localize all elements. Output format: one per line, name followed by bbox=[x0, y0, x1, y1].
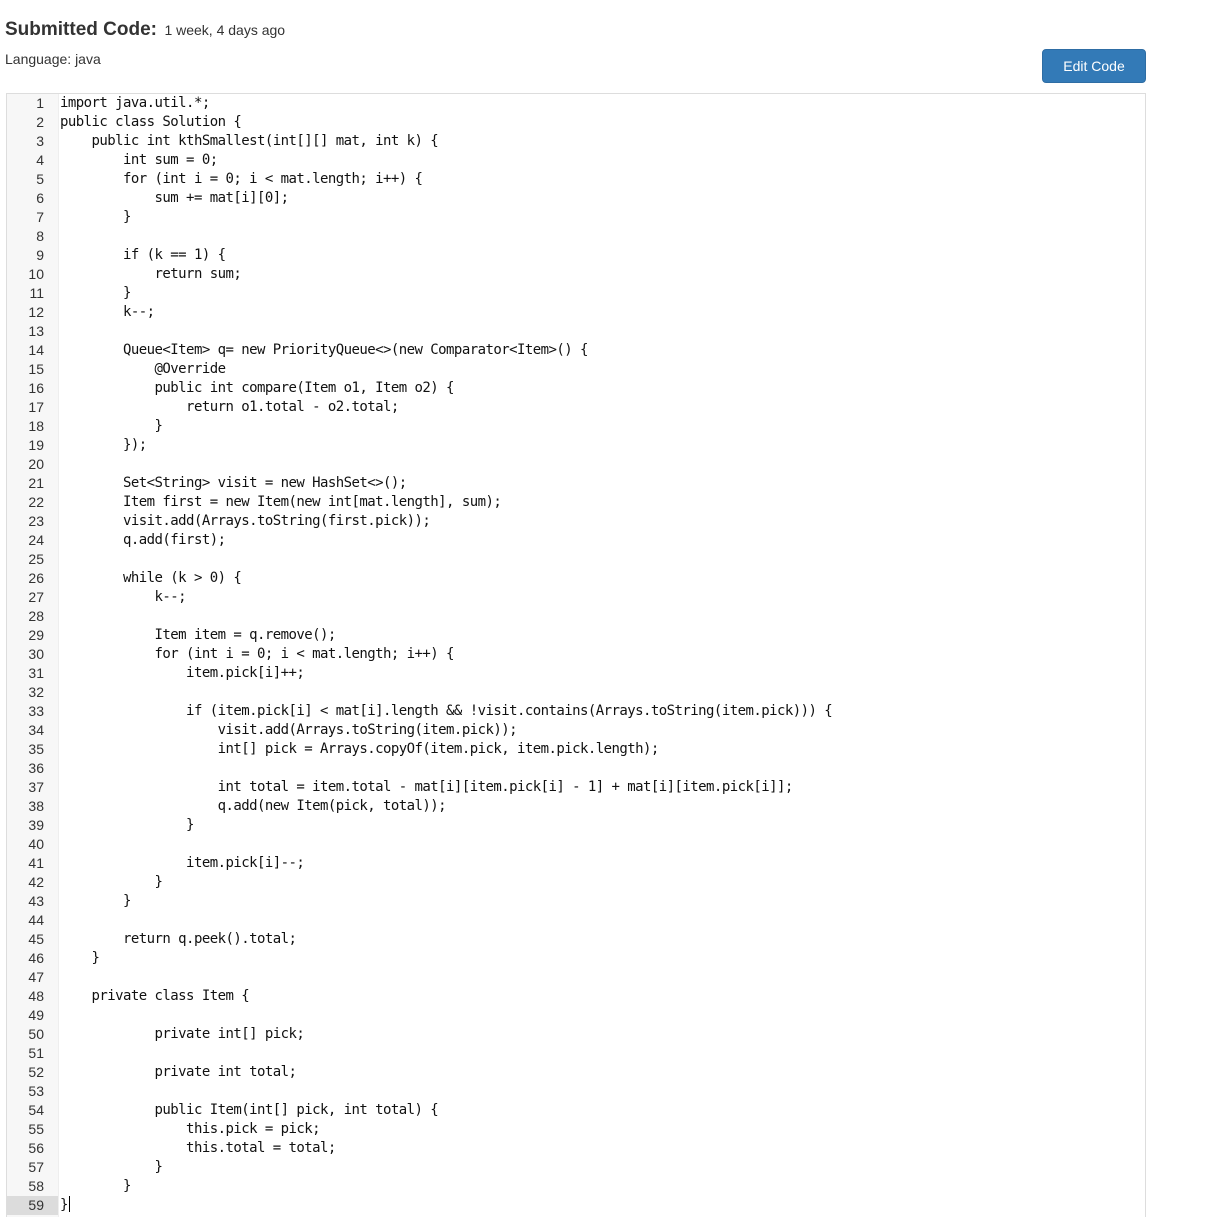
code-line[interactable] bbox=[7, 759, 1145, 778]
code-line[interactable] bbox=[7, 1158, 1145, 1177]
code-line[interactable] bbox=[7, 208, 1145, 227]
submitted-time: 1 week, 4 days ago bbox=[164, 22, 286, 38]
line-text[interactable]: Item first = new Item(new int[mat.length], sum); bbox=[60, 494, 502, 510]
line-number: 39 bbox=[28, 817, 44, 833]
line-number: 26 bbox=[28, 570, 44, 586]
code-line[interactable] bbox=[7, 455, 1145, 474]
line-text[interactable]: k--; bbox=[60, 304, 155, 320]
line-number: 30 bbox=[28, 646, 44, 662]
line-number: 20 bbox=[28, 456, 44, 472]
line-text[interactable]: sum += mat[i][0]; bbox=[60, 190, 289, 206]
line-text[interactable]: public int kthSmallest(int[][] mat, int k) { bbox=[60, 133, 439, 149]
code-line[interactable] bbox=[7, 778, 1145, 797]
line-text[interactable]: item.pick[i]--; bbox=[60, 855, 305, 871]
line-text[interactable]: } bbox=[60, 1197, 68, 1213]
line-text[interactable]: Item item = q.remove(); bbox=[60, 627, 336, 643]
line-text[interactable]: item.pick[i]++; bbox=[60, 665, 305, 681]
text-cursor bbox=[69, 1196, 70, 1212]
line-number: 42 bbox=[28, 874, 44, 890]
line-text[interactable]: import java.util.*; bbox=[60, 95, 210, 111]
code-line[interactable] bbox=[7, 303, 1145, 322]
line-number: 58 bbox=[28, 1178, 44, 1194]
code-line[interactable] bbox=[7, 1025, 1145, 1044]
line-text[interactable]: int sum = 0; bbox=[60, 152, 218, 168]
line-number: 19 bbox=[28, 437, 44, 453]
code-line[interactable] bbox=[7, 588, 1145, 607]
line-text[interactable]: return o1.total - o2.total; bbox=[60, 399, 399, 415]
line-text[interactable]: Set<String> visit = new HashSet<>(); bbox=[60, 475, 407, 491]
line-text[interactable]: public Item(int[] pick, int total) { bbox=[60, 1102, 439, 1118]
line-number: 44 bbox=[28, 912, 44, 928]
line-text[interactable]: @Override bbox=[60, 361, 226, 377]
code-line[interactable] bbox=[7, 189, 1145, 208]
code-line[interactable] bbox=[7, 113, 1145, 132]
line-text[interactable]: int[] pick = Arrays.copyOf(item.pick, item.pick.length); bbox=[60, 741, 659, 757]
code-line[interactable] bbox=[7, 854, 1145, 873]
code-line[interactable] bbox=[7, 151, 1145, 170]
line-text[interactable]: } bbox=[60, 1178, 131, 1194]
code-line[interactable] bbox=[7, 797, 1145, 816]
code-line[interactable] bbox=[7, 474, 1145, 493]
line-text[interactable]: Queue<Item> q= new PriorityQueue<>(new Comparator<Item>() { bbox=[60, 342, 588, 358]
line-text[interactable]: if (item.pick[i] < mat[i].length && !visit.contains(Arrays.toString(item.pick))) { bbox=[60, 703, 833, 719]
line-number: 12 bbox=[28, 304, 44, 320]
line-text[interactable]: private int[] pick; bbox=[60, 1026, 305, 1042]
code-line[interactable] bbox=[7, 379, 1145, 398]
code-line[interactable] bbox=[7, 1063, 1145, 1082]
line-number: 46 bbox=[28, 950, 44, 966]
code-line[interactable] bbox=[7, 1139, 1145, 1158]
line-text[interactable]: while (k > 0) { bbox=[60, 570, 242, 586]
line-number: 41 bbox=[28, 855, 44, 871]
submitted-label: Submitted Code: bbox=[5, 19, 157, 40]
code-editor[interactable] bbox=[6, 93, 1146, 1217]
code-line[interactable] bbox=[7, 1120, 1145, 1139]
line-number: 25 bbox=[28, 551, 44, 567]
line-number: 23 bbox=[28, 513, 44, 529]
code-line[interactable] bbox=[7, 721, 1145, 740]
code-line[interactable] bbox=[7, 892, 1145, 911]
line-number: 6 bbox=[36, 190, 44, 206]
code-line[interactable] bbox=[7, 930, 1145, 949]
line-number: 32 bbox=[28, 684, 44, 700]
line-number: 11 bbox=[29, 285, 44, 301]
line-number: 54 bbox=[28, 1102, 44, 1118]
line-number: 35 bbox=[28, 741, 44, 757]
code-line[interactable] bbox=[7, 987, 1145, 1006]
line-number: 10 bbox=[28, 266, 44, 282]
line-text[interactable]: visit.add(Arrays.toString(first.pick)); bbox=[60, 513, 431, 529]
code-line[interactable] bbox=[7, 341, 1145, 360]
line-number: 3 bbox=[36, 133, 44, 149]
line-number: 18 bbox=[28, 418, 44, 434]
line-text[interactable]: public int compare(Item o1, Item o2) { bbox=[60, 380, 454, 396]
line-number: 31 bbox=[28, 665, 44, 681]
code-line[interactable] bbox=[7, 436, 1145, 455]
code-line[interactable] bbox=[7, 740, 1145, 759]
line-number: 59 bbox=[28, 1197, 44, 1213]
line-number: 50 bbox=[28, 1026, 44, 1042]
code-line[interactable] bbox=[7, 645, 1145, 664]
code-line[interactable] bbox=[7, 94, 1145, 113]
line-text[interactable]: visit.add(Arrays.toString(item.pick)); bbox=[60, 722, 517, 738]
line-number: 36 bbox=[28, 760, 44, 776]
code-line[interactable] bbox=[7, 550, 1145, 569]
line-number: 22 bbox=[28, 494, 44, 510]
code-line[interactable] bbox=[7, 968, 1145, 987]
code-line[interactable] bbox=[7, 227, 1145, 246]
line-text[interactable]: if (k == 1) { bbox=[60, 247, 226, 263]
line-text[interactable]: private class Item { bbox=[60, 988, 250, 1004]
line-text[interactable]: private int total; bbox=[60, 1064, 297, 1080]
code-line[interactable] bbox=[7, 626, 1145, 645]
code-line[interactable] bbox=[7, 816, 1145, 835]
line-number: 16 bbox=[28, 380, 44, 396]
line-text[interactable]: } bbox=[60, 1159, 163, 1175]
line-number: 24 bbox=[28, 532, 44, 548]
line-text[interactable]: }); bbox=[60, 437, 147, 453]
line-number: 51 bbox=[28, 1045, 44, 1061]
line-number: 37 bbox=[28, 779, 44, 795]
language-label: Language: java bbox=[5, 51, 101, 67]
line-number: 14 bbox=[28, 342, 44, 358]
line-number: 55 bbox=[28, 1121, 44, 1137]
line-number: 34 bbox=[28, 722, 44, 738]
line-number: 53 bbox=[28, 1083, 44, 1099]
line-number: 4 bbox=[36, 152, 44, 168]
line-number: 8 bbox=[36, 228, 44, 244]
line-text[interactable]: } bbox=[60, 209, 131, 225]
code-line[interactable] bbox=[7, 1177, 1145, 1196]
line-number: 45 bbox=[28, 931, 44, 947]
code-line[interactable] bbox=[7, 1082, 1145, 1101]
code-line[interactable] bbox=[7, 246, 1145, 265]
code-line[interactable] bbox=[7, 664, 1145, 683]
line-number: 33 bbox=[28, 703, 44, 719]
code-line[interactable] bbox=[7, 265, 1145, 284]
line-text[interactable]: } bbox=[60, 874, 163, 890]
code-line[interactable] bbox=[7, 873, 1145, 892]
code-line[interactable] bbox=[7, 417, 1145, 436]
line-text[interactable]: q.add(new Item(pick, total)); bbox=[60, 798, 447, 814]
code-line[interactable] bbox=[7, 1101, 1145, 1120]
code-line[interactable] bbox=[7, 835, 1145, 854]
line-number: 49 bbox=[28, 1007, 44, 1023]
line-text[interactable]: } bbox=[60, 418, 163, 434]
code-line[interactable] bbox=[7, 1044, 1145, 1063]
code-line[interactable] bbox=[7, 170, 1145, 189]
line-number: 7 bbox=[36, 209, 44, 225]
line-text[interactable]: this.pick = pick; bbox=[60, 1121, 320, 1137]
line-number: 27 bbox=[28, 589, 44, 605]
line-number: 29 bbox=[28, 627, 44, 643]
submission-header bbox=[5, 17, 285, 43]
code-line[interactable] bbox=[7, 132, 1145, 151]
line-text[interactable]: } bbox=[60, 950, 100, 966]
line-text[interactable]: return sum; bbox=[60, 266, 242, 282]
code-line[interactable] bbox=[7, 949, 1145, 968]
code-line[interactable] bbox=[7, 284, 1145, 303]
line-text[interactable]: return q.peek().total; bbox=[60, 931, 297, 947]
line-text[interactable]: for (int i = 0; i < mat.length; i++) { bbox=[60, 171, 423, 187]
line-number: 1 bbox=[36, 95, 44, 111]
line-text[interactable]: } bbox=[60, 285, 131, 301]
code-line[interactable] bbox=[7, 607, 1145, 626]
edit-code-button[interactable]: Edit Code bbox=[1042, 49, 1146, 83]
code-lines bbox=[7, 94, 1145, 1215]
code-line[interactable] bbox=[7, 531, 1145, 550]
code-line[interactable] bbox=[7, 683, 1145, 702]
line-number: 43 bbox=[28, 893, 44, 909]
code-line[interactable] bbox=[7, 398, 1145, 417]
line-number: 48 bbox=[28, 988, 44, 1004]
code-line[interactable] bbox=[7, 360, 1145, 379]
line-text[interactable]: } bbox=[60, 817, 194, 833]
line-text[interactable]: int total = item.total - mat[i][item.pick[i] - 1] + mat[i][item.pick[i]]; bbox=[60, 779, 793, 795]
code-line[interactable] bbox=[7, 322, 1145, 341]
line-number: 47 bbox=[28, 969, 44, 985]
line-number: 57 bbox=[28, 1159, 44, 1175]
line-number: 52 bbox=[28, 1064, 44, 1080]
line-number: 21 bbox=[28, 475, 44, 491]
code-line[interactable] bbox=[7, 702, 1145, 721]
line-text[interactable]: this.total = total; bbox=[60, 1140, 336, 1156]
line-number: 28 bbox=[28, 608, 44, 624]
line-number: 56 bbox=[28, 1140, 44, 1156]
code-line[interactable] bbox=[7, 512, 1145, 531]
line-text[interactable]: k--; bbox=[60, 589, 187, 605]
line-number: 5 bbox=[36, 171, 44, 187]
code-line[interactable] bbox=[7, 569, 1145, 588]
line-text[interactable]: } bbox=[60, 893, 131, 909]
line-number: 38 bbox=[28, 798, 44, 814]
code-line[interactable] bbox=[7, 911, 1145, 930]
line-number: 15 bbox=[28, 361, 44, 377]
line-text[interactable]: public class Solution { bbox=[60, 114, 242, 130]
code-line[interactable] bbox=[7, 1006, 1145, 1025]
line-text[interactable]: q.add(first); bbox=[60, 532, 226, 548]
line-number: 40 bbox=[28, 836, 44, 852]
line-number: 9 bbox=[36, 247, 44, 263]
line-number: 13 bbox=[28, 323, 44, 339]
line-number: 2 bbox=[36, 114, 44, 130]
line-text[interactable]: for (int i = 0; i < mat.length; i++) { bbox=[60, 646, 454, 662]
code-line[interactable] bbox=[7, 1196, 1145, 1215]
line-number: 17 bbox=[28, 399, 44, 415]
code-line[interactable] bbox=[7, 493, 1145, 512]
